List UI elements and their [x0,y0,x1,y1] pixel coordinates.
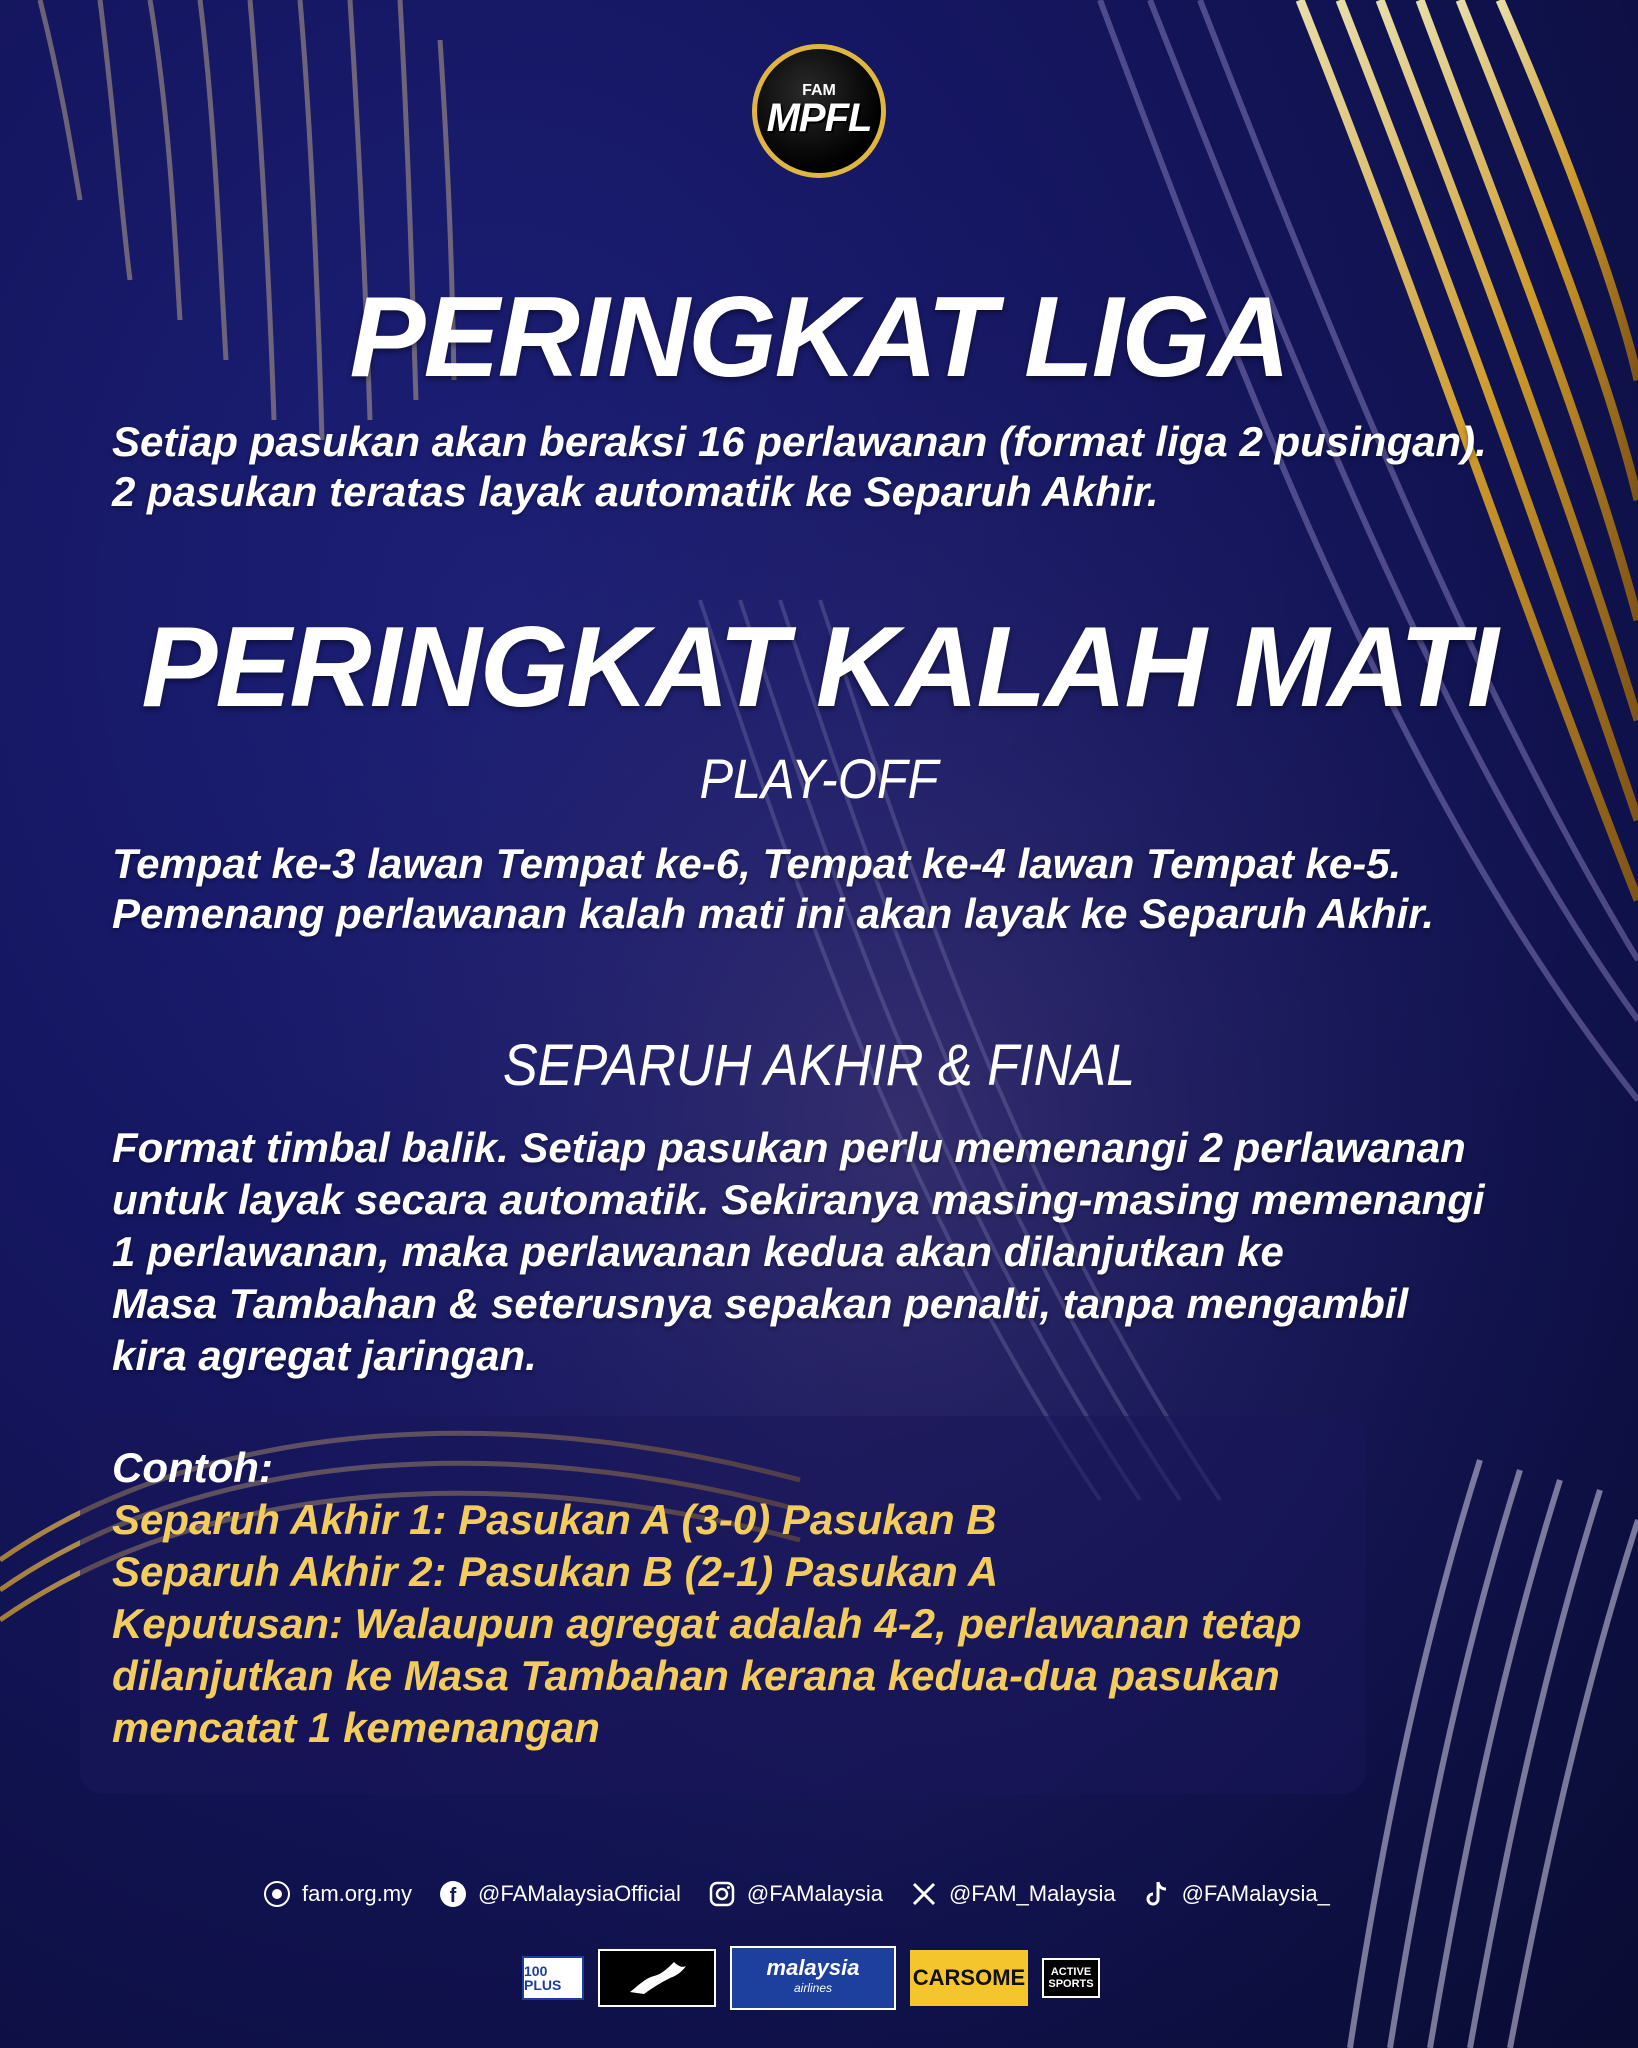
example-line: mencatat 1 kemenangan [112,1704,600,1751]
league-line: Setiap pasukan akan beraksi 16 perlawanan (format liga 2 pusingan). [112,418,1487,465]
tiktok-icon [1142,1879,1172,1909]
social-website[interactable] [262,1879,412,1909]
instagram-icon [707,1879,737,1909]
example-line: Keputusan: Walaupun agregat adalah 4-2, perlawanan tetap [112,1600,1302,1647]
semi-final-line: Masa Tambahan & seterusnya sepakan penalti, tanpa mengambil [112,1280,1409,1327]
logo-fam-text: FAM [802,81,836,99]
semi-final-heading: SEPARUH AKHIR & FINAL [502,1033,1136,1098]
example-text [112,1444,1301,1756]
playoff-line: Pemenang perlawanan kalah mati ini akan layak ke Separuh Akhir. [112,890,1434,937]
example-line: Separuh Akhir 1: Pasukan A (3-0) Pasukan B [112,1496,997,1543]
social-tiktok-text: @FAMalaysia_ [1181,1881,1330,1906]
sponsor-logos [522,1946,1100,2010]
knockout-title: PERINGKAT KALAH MATI [141,604,1497,731]
playoff-heading: PLAY-OFF [699,747,939,810]
league-title: PERINGKAT LIGA [349,274,1289,401]
league-line: 2 pasukan teratas layak automatik ke Separuh Akhir. [112,468,1159,515]
semi-final-line: untuk layak secara automatik. Sekiranya masing-masing memenangi [112,1176,1485,1223]
fam-crest-icon [262,1879,292,1909]
social-tiktok[interactable] [1142,1879,1330,1909]
mpfl-logo [752,44,886,178]
facebook-icon [438,1879,468,1909]
example-line: Separuh Akhir 2: Pasukan B (2-1) Pasukan A [112,1548,999,1595]
example-line: dilanjutkan ke Masa Tambahan kerana kedua-dua pasukan [112,1652,1280,1699]
social-website-text: fam.org.my [302,1881,413,1906]
semi-final-line: Format timbal balik. Setiap pasukan perlu memenangi 2 perlawanan [112,1124,1466,1171]
semi-final-description [112,1124,1552,1384]
x-icon [909,1879,939,1909]
social-links [262,1874,1330,1914]
sponsor-malaysia-airlines-logo: malaysia airlines [730,1946,896,2010]
social-x[interactable] [909,1879,1116,1909]
social-facebook[interactable] [438,1879,681,1909]
league-description [112,418,1552,518]
svg-text:f: f [449,1885,457,1907]
sponsor-puma-logo [598,1949,716,2007]
social-instagram-text: @FAMalaysia [746,1881,883,1906]
semi-final-line: kira agregat jaringan. [112,1332,537,1379]
social-x-text: @FAM_Malaysia [948,1881,1116,1906]
sponsor-active-sports-logo: ACTIVE SPORTS [1042,1958,1100,1998]
example-label: Contoh: [112,1444,273,1491]
social-facebook-text: @FAMalaysiaOfficial [478,1881,681,1906]
sponsor-carsome-logo: CARSOME [910,1950,1028,2006]
social-instagram[interactable] [707,1879,883,1909]
logo-mpfl-text: MPFL [766,95,872,140]
playoff-description [112,840,1552,940]
sponsor-100plus-logo: 100 PLUS [522,1956,584,2000]
playoff-line: Tempat ke-3 lawan Tempat ke-6, Tempat ke-4 lawan Tempat ke-5. [112,840,1402,887]
semi-final-line: 1 perlawanan, maka perlawanan kedua akan dilanjutkan ke [112,1228,1284,1275]
